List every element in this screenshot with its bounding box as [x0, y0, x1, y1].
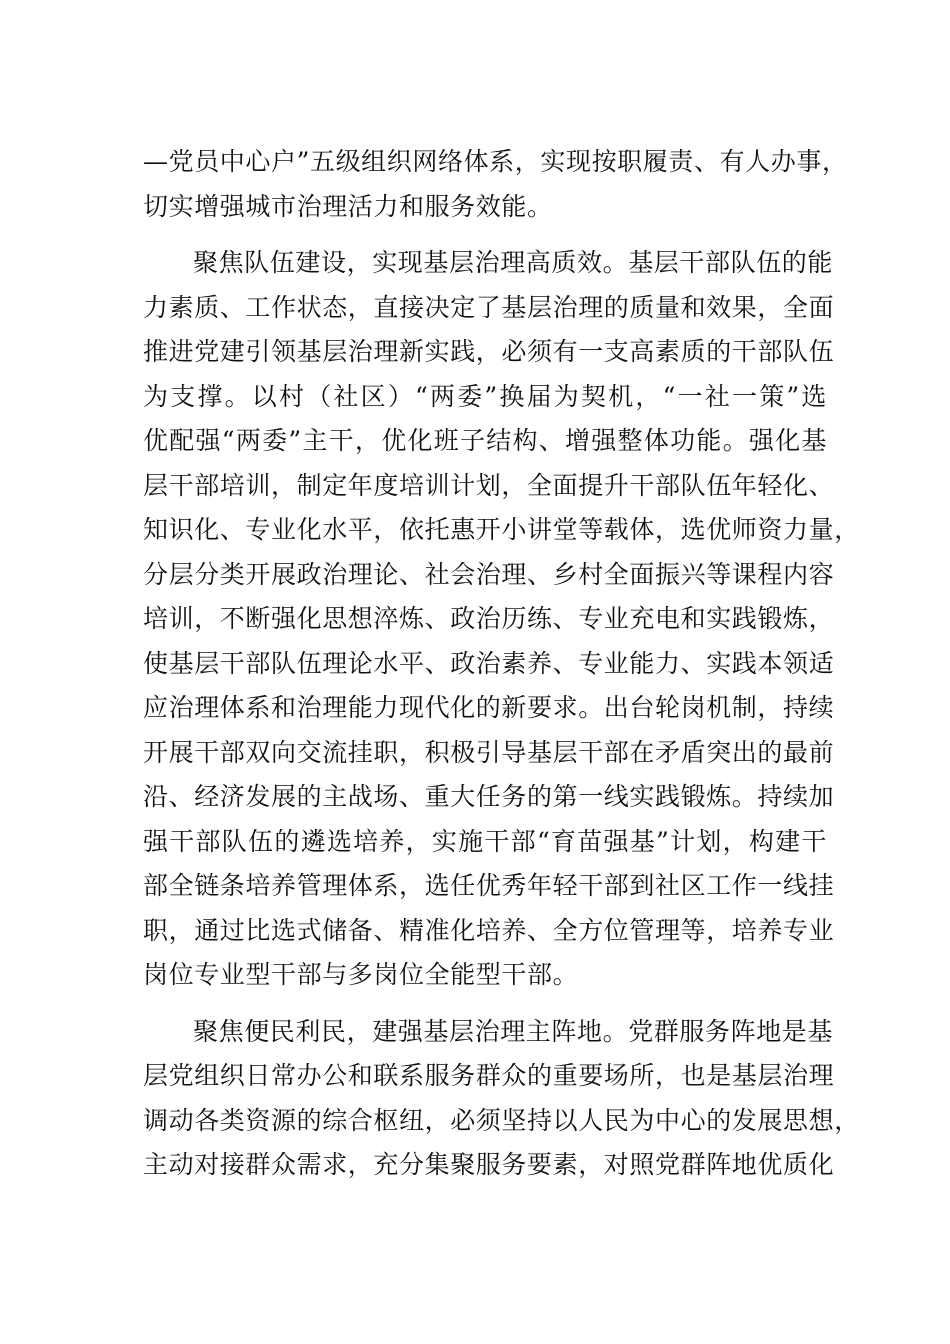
text-line: 使基层干部队伍理论水平、政治素养、专业能力、实践本领适	[143, 648, 835, 678]
text-line: 层干部培训，制定年度培训计划，全面提升干部队伍年轻化、	[143, 470, 835, 500]
text-line: 沿、经济发展的主战场、重大任务的第一线实践锻炼。持续加	[143, 782, 835, 811]
paragraph-2	[143, 241, 860, 998]
paragraph-3	[143, 1010, 860, 1188]
text-line: 培训，不断强化思想淬炼、政治历练、专业充电和实践锻炼，	[143, 604, 835, 633]
text-line: 强干部队伍的遴选培养，实施干部“育苗强基”计划，构建干	[143, 826, 827, 856]
text-line: 聚焦便民利民，建强基层治理主阵地。党群服务阵地是基	[193, 1016, 834, 1046]
text-line: 为支撑。以村（社区）“两委”换届为契机，“一社一策”选	[143, 381, 827, 411]
text-line: 主动对接群众需求，充分集聚服务要素，对照党群阵地优质化	[143, 1150, 835, 1179]
text-line: 应治理体系和治理能力现代化的新要求。出台轮岗机制，持续	[143, 693, 835, 722]
paragraph-1	[143, 140, 848, 229]
text-line: 推进党建引领基层治理新实践，必须有一支高素质的干部队伍	[143, 337, 835, 366]
text-line: 调动各类资源的综合枢纽，必须坚持以人民为中心的发展思想，	[143, 1105, 860, 1135]
text-line: 切实增强城市治理活力和服务效能。	[143, 191, 553, 221]
text-line: 部全链条培养管理体系，选任优秀年轻干部到社区工作一线挂	[143, 871, 835, 900]
document-body	[143, 140, 860, 1188]
text-line: 层党组织日常办公和联系服务群众的重要场所，也是基层治理	[143, 1061, 835, 1090]
text-line: 岗位专业型干部与多岗位全能型干部。	[143, 960, 579, 989]
text-line: 分层分类开展政治理论、社会治理、乡村全面振兴等课程内容	[143, 559, 835, 589]
text-line: —党员中心户”五级组织网络体系，实现按职履责、有人办事，	[143, 147, 848, 176]
text-line: 职，通过比选式储备、精准化培养、全方位管理等，培养专业	[143, 915, 835, 945]
text-line: 优配强“两委”主干，优化班子结构、增强整体功能。强化基	[143, 426, 827, 455]
text-line: 知识化、专业化水平，依托惠开小讲堂等载体，选优师资力量，	[143, 515, 860, 544]
text-line: 聚焦队伍建设，实现基层治理高质效。基层干部队伍的能	[193, 248, 834, 277]
text-line: 力素质、工作状态，直接决定了基层治理的质量和效果，全面	[143, 292, 835, 322]
text-line: 开展干部双向交流挂职，积极引导基层干部在矛盾突出的最前	[143, 737, 835, 767]
